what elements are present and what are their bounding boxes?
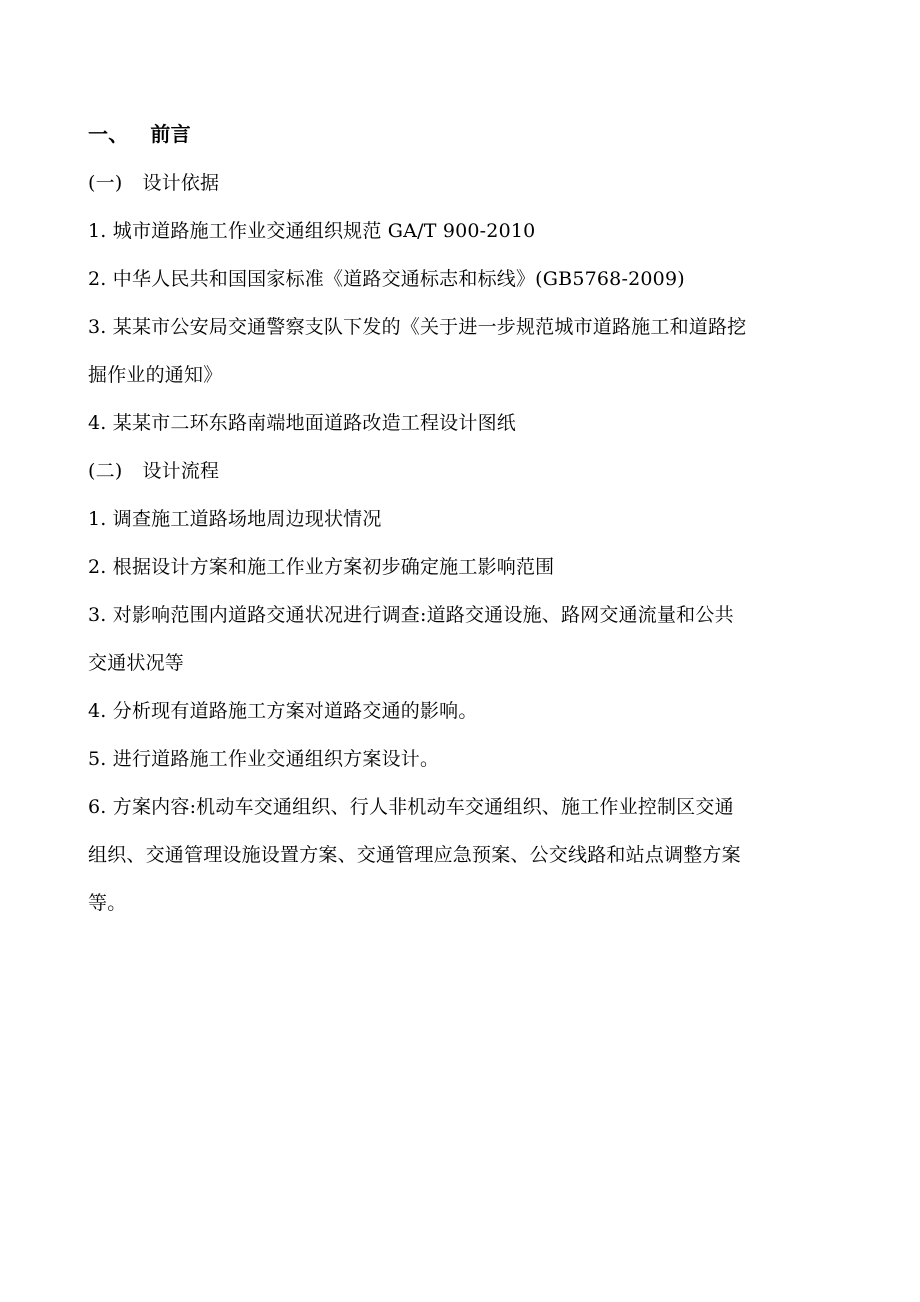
basis-item-3-continued: 掘作业的通知》 xyxy=(88,364,223,386)
process-item-4: 4. 分析现有道路施工方案对道路交通的影响。 xyxy=(88,700,478,722)
process-item-3: 3. 对影响范围内道路交通状况进行调查:道路交通设施、路网交通流量和公共 xyxy=(88,604,734,626)
basis-item-1: 1. 城市道路施工作业交通组织规范 GA/T 900-2010 xyxy=(88,220,536,242)
process-item-2: 2. 根据设计方案和施工作业方案初步确定施工影响范围 xyxy=(88,556,555,578)
subsection-number: (二) xyxy=(88,460,123,482)
section-heading xyxy=(88,122,838,146)
subsection-heading-basis xyxy=(88,171,838,195)
subsection-title: 设计流程 xyxy=(142,460,220,482)
process-item-5: 5. 进行道路施工作业交通组织方案设计。 xyxy=(88,748,440,770)
subsection-heading-process xyxy=(88,459,838,483)
section-number: 一、 xyxy=(88,122,129,146)
section-title: 前言 xyxy=(150,122,191,146)
process-item-6-end: 等。 xyxy=(88,892,127,914)
process-item-6-continued: 组织、交通管理设施设置方案、交通管理应急预案、公交线路和站点调整方案 xyxy=(88,844,741,866)
process-item-3-continued: 交通状况等 xyxy=(88,652,185,674)
basis-item-4: 4. 某某市二环东路南端地面道路改造工程设计图纸 xyxy=(88,412,516,434)
subsection-number: (一) xyxy=(88,172,123,194)
process-item-1: 1. 调查施工道路场地周边现状情况 xyxy=(88,508,382,530)
basis-item-3: 3. 某某市公安局交通警察支队下发的《关于进一步规范城市道路施工和道路挖 xyxy=(88,316,747,338)
process-item-6: 6. 方案内容:机动车交通组织、行人非机动车交通组织、施工作业控制区交通 xyxy=(88,796,734,818)
basis-item-2: 2. 中华人民共和国国家标准《道路交通标志和标线》(GB5768-2009) xyxy=(88,268,685,290)
subsection-title: 设计依据 xyxy=(142,172,220,194)
